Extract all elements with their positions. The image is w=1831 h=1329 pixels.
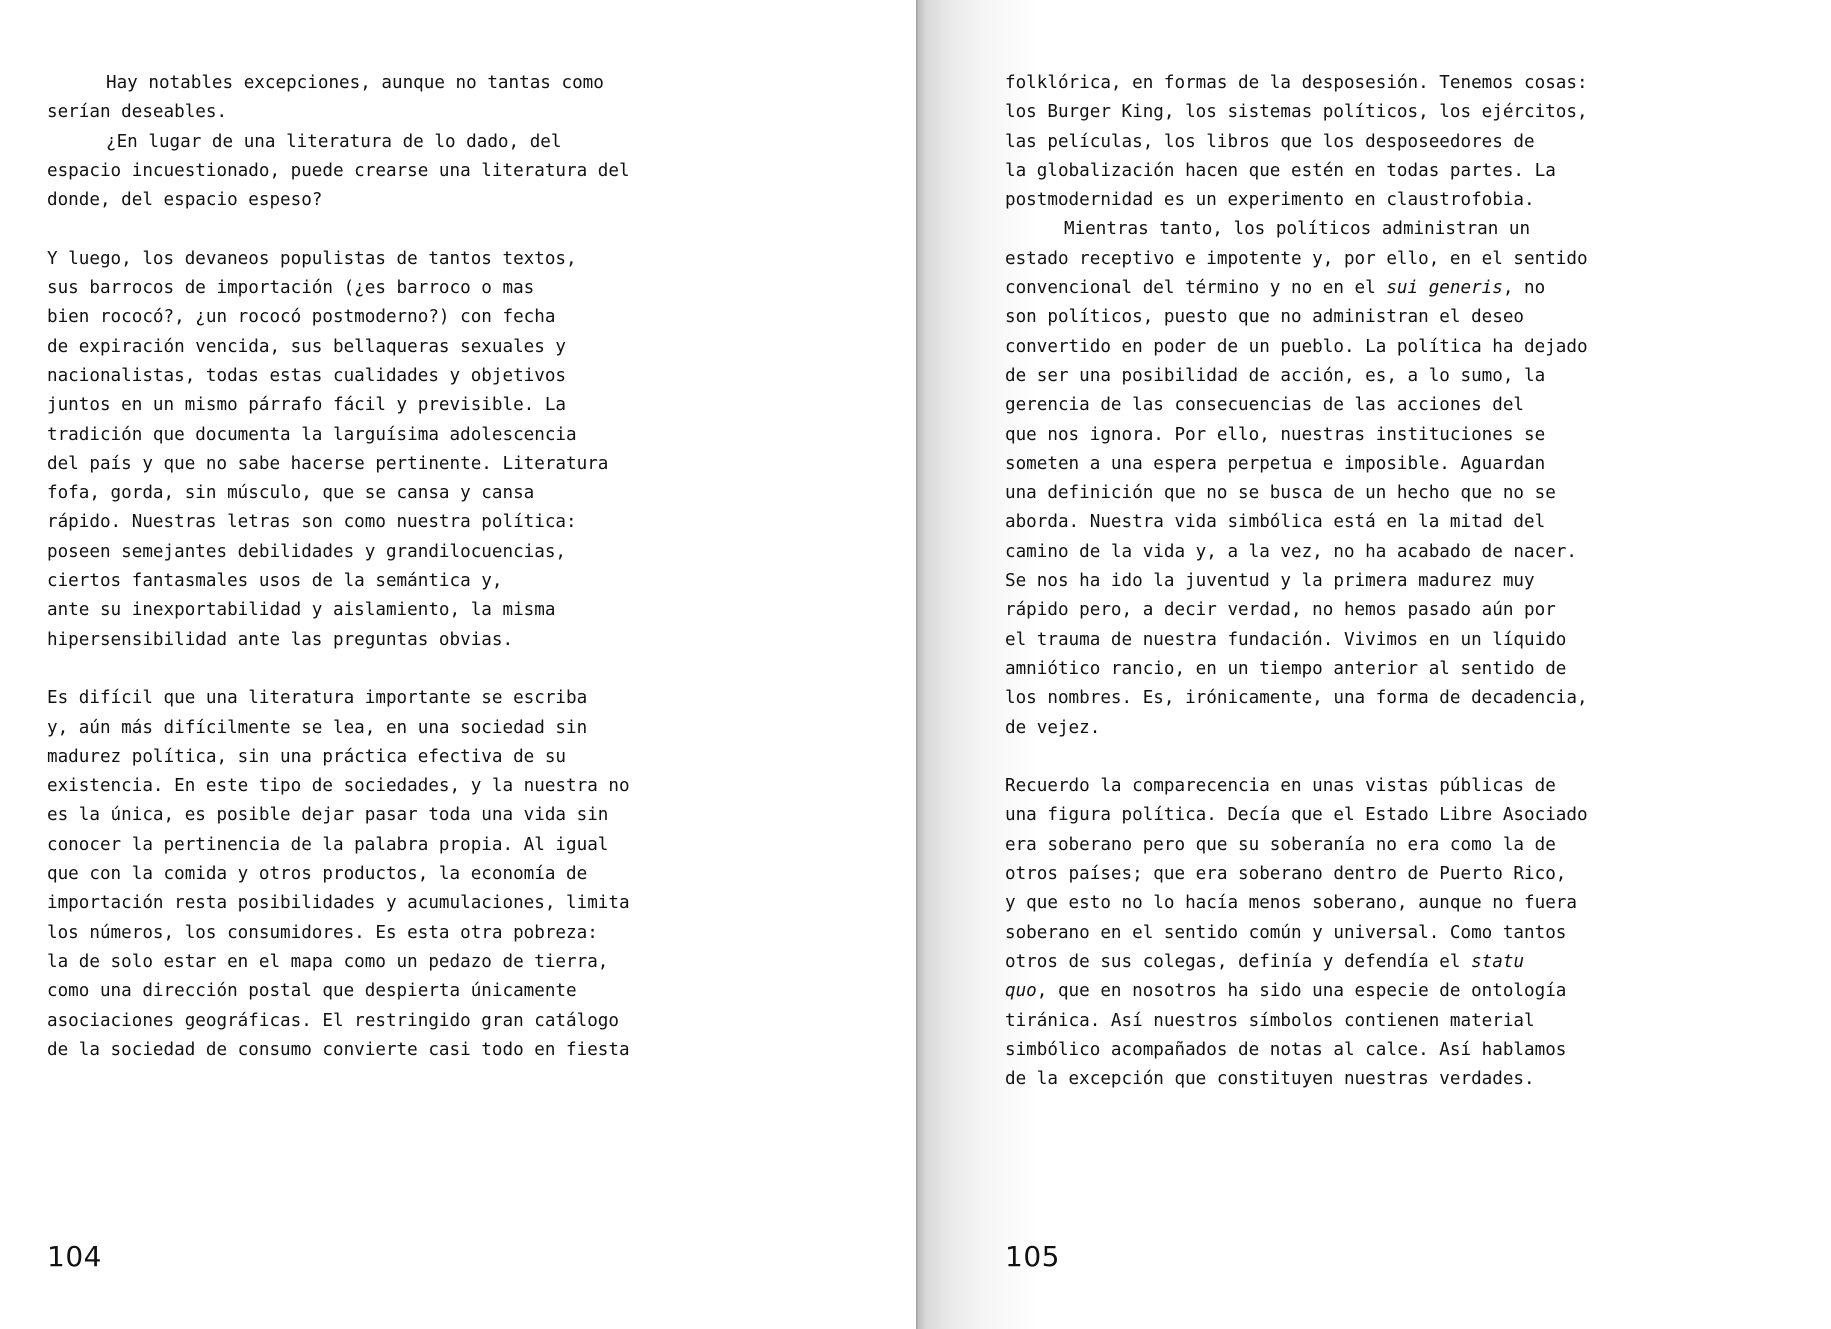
text-line: del país y que no sabe hacerse pertinente. Literatura [47,453,609,474]
text-line: Mientras tanto, los políticos administran un [1064,219,1531,240]
text-line: asociaciones geográficas. El restringido gran catálogo [47,1010,619,1031]
text-line: camino de la vida y, a la vez, no ha acabado de nacer. [1005,541,1577,562]
text-line: Recuerdo la comparecencia en unas vistas públicas de [1005,776,1556,797]
page-number-left: 104 [47,1240,102,1273]
text-line: Y luego, los devaneos populistas de tantos textos, [47,248,577,269]
text-line: aborda. Nuestra vida simbólica está en la mitad del [1005,512,1546,533]
text-line: Es difícil que una literatura importante se escriba [47,688,588,709]
text-line: estado receptivo e impotente y, por ello, en el sentido [1005,248,1588,269]
text-line: de ser una posibilidad de acción, es, a lo sumo, la [1005,365,1546,386]
text-line: ciertos fantasmales usos de la semántica y, [47,571,503,592]
text-line: es la única, es posible dejar pasar toda una vida sin [47,805,609,826]
text-line: rápido pero, a decir verdad, no hemos pasado aún por [1005,600,1556,621]
text-line: los Burger King, los sistemas políticos, los ejércitos, [1005,102,1588,123]
text-line: tiránica. Así nuestros símbolos contienen material [1005,1010,1535,1031]
text-line: Se nos ha ido la juventud y la primera madurez muy [1005,571,1535,592]
text-line: como una dirección postal que despierta únicamente [47,981,577,1002]
text-line [1005,274,1588,303]
text-line: folklórica, en formas de la desposesión. Tenemos cosas: [1005,73,1588,93]
text-line: que con la comida y otros productos, la economía de [47,864,588,885]
text-line: serían deseables. [47,102,228,123]
text-line: ante su inexportabilidad y aislamiento, la misma [47,600,556,621]
right-page-text [1005,69,1588,1094]
text-line: simbólico acompañados de notas al calce. Así hablamos [1005,1039,1567,1060]
text-line: una definición que no se busca de un hecho que no se [1005,483,1556,504]
text-line: los nombres. Es, irónicamente, una forma de decadencia, [1005,688,1588,709]
text-line: hipersensibilidad ante las preguntas obvias. [47,629,514,650]
text-line: convertido en poder de un pueblo. La política ha dejado [1005,336,1588,357]
text-line [1005,948,1588,977]
text-line: de la excepción que constituyen nuestras verdades. [1005,1069,1535,1090]
text-line: son políticos, puesto que no administran el deseo [1005,307,1525,328]
text-line: bien rococó?, ¿un rococó postmoderno?) con fecha [47,307,556,328]
text-line: la globalización hacen que estén en todas partes. La [1005,160,1556,181]
text-line: Hay notables excepciones, aunque no tantas como [106,73,604,93]
right-page [918,0,1831,1329]
text-line: donde, del espacio espeso? [47,190,323,211]
text-line [1005,977,1588,1006]
text-line: sus barrocos de importación (¿es barroco o mas [47,278,535,299]
text-line: el trauma de nuestra fundación. Vivimos en un líquido [1005,629,1567,650]
left-page-text [47,69,630,1065]
italic-term: statu [1471,951,1525,972]
text-line: importación resta posibilidades y acumulaciones, limita [47,893,630,914]
text-line: que nos ignora. Por ello, nuestras instituciones se [1005,424,1546,445]
text-line: existencia. En este tipo de sociedades, y la nuestra no [47,776,630,797]
text-line: era soberano pero que su soberanía no era como la de [1005,834,1556,855]
text-line: la de solo estar en el mapa como un pedazo de tierra, [47,951,609,972]
text-line: una figura política. Decía que el Estado Libre Asociado [1005,805,1588,826]
text-segment: , no [1502,278,1546,299]
text-line: someten a una espera perpetua e imposible. Aguardan [1005,453,1546,474]
text-line: fofa, gorda, sin músculo, que se cansa y cansa [47,483,535,504]
text-line: y, aún más difícilmente se lea, en una sociedad sin [47,717,588,738]
text-line: tradición que documenta la larguísima adolescencia [47,424,577,445]
paragraph-break [47,655,630,684]
text-line: rápido. Nuestras letras son como nuestra política: [47,512,577,533]
page-number-right: 105 [1005,1240,1060,1273]
book-gutter [916,0,919,1329]
text-line: otros países; que era soberano dentro de Puerto Rico, [1005,864,1567,885]
text-line: amniótico rancio, en un tiempo anterior al sentido de [1005,658,1567,679]
text-line: ¿En lugar de una literatura de lo dado, del [106,131,562,152]
paragraph-break [47,215,630,244]
text-line: postmodernidad es un experimento en claustrofobia. [1005,190,1535,211]
text-line: poseen semejantes debilidades y grandilocuencias, [47,541,567,562]
text-line: de vejez. [1005,717,1101,738]
text-line: los números, los consumidores. Es esta otra pobreza: [47,922,598,943]
text-line: de la sociedad de consumo convierte casi todo en fiesta [47,1039,630,1060]
text-line: espacio incuestionado, puede crearse una literatura del [47,160,630,181]
text-line: de expiración vencida, sus bellaqueras sexuales y [47,336,567,357]
italic-term: sui generis [1386,278,1503,299]
text-line: y que esto no lo hacía menos soberano, aunque no fuera [1005,893,1577,914]
text-line: conocer la pertinencia de la palabra propia. Al igual [47,834,609,855]
paragraph-break [1005,743,1588,772]
text-line: madurez política, sin una práctica efectiva de su [47,746,567,767]
text-segment: , que en nosotros ha sido una especie de ontología [1036,981,1567,1002]
text-line: juntos en un mismo párrafo fácil y previsible. La [47,395,567,416]
text-line: soberano en el sentido común y universal. Como tantos [1005,922,1567,943]
italic-term: quo [1005,981,1037,1002]
text-segment: otros de sus colegas, definía y defendía el [1005,951,1472,972]
text-line: gerencia de las consecuencias de las acciones del [1005,395,1525,416]
text-segment: convencional del término y no en el [1005,278,1387,299]
text-line: nacionalistas, todas estas cualidades y objetivos [47,365,567,386]
text-line: las películas, los libros que los desposeedores de [1005,131,1535,152]
